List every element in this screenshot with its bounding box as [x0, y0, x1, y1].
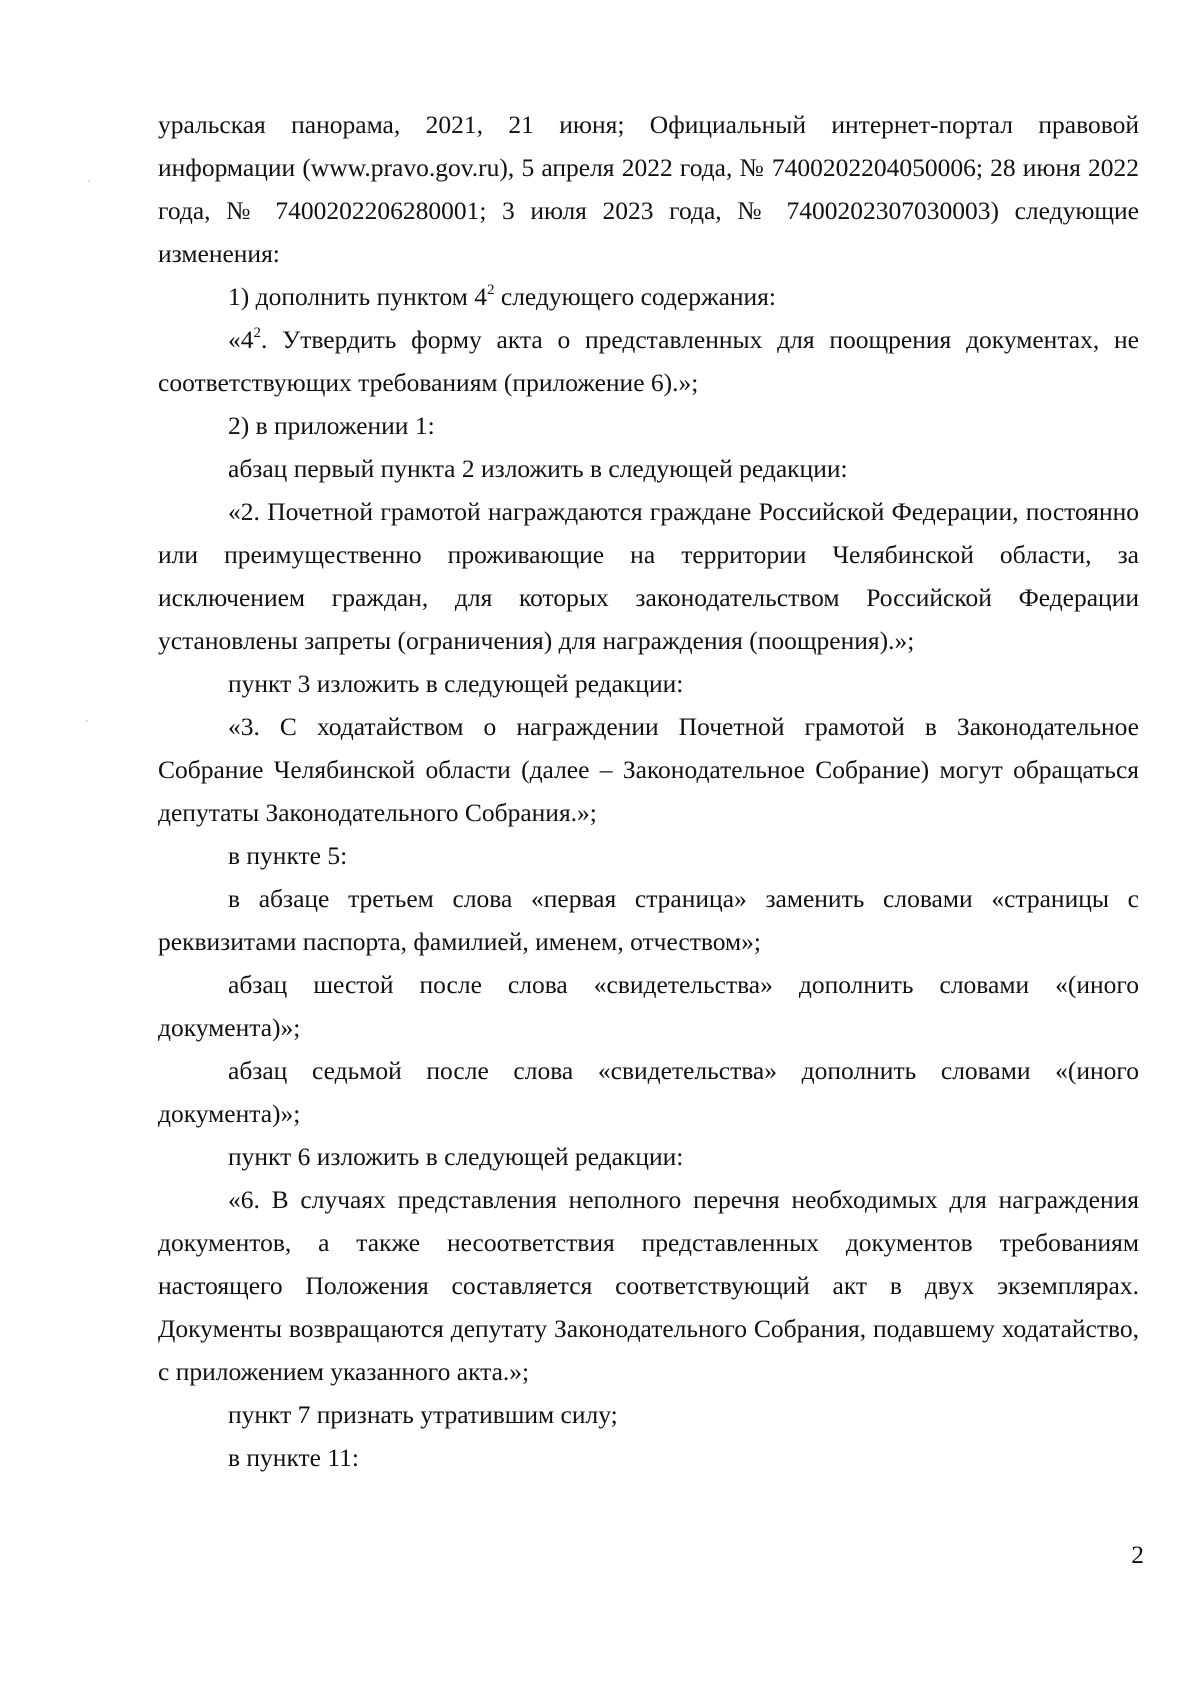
scan-speck	[88, 180, 90, 182]
paragraph: абзац седьмой после слова «свидетельства» дополнить словами «(иного документа)»;	[158, 1056, 1139, 1128]
paragraph: «2. Почетной грамотой награждаются граждане Российской Федерации, постоянно или преимущественно проживающие на территории Челябинской области, за исключением граждан, для которых законодательством Российской Федерации установлены запреты (ограничения) для награждения (поощрения).»;	[158, 497, 1139, 655]
paragraph: «6. В случаях представления неполного перечня необходимых для награждения документов, а также несоответствия представленных документов требованиям настоящего Положения составляется соответствующий акт в двух экземплярах. Документы возвращаются депутату Законодательного Собрания, подавшему ходатайство, с приложением указанного акта.»;	[158, 1185, 1139, 1386]
paragraph: «3. С ходатайством о награждении Почетной грамотой в Законодательное Собрание Челябинской области (далее – Законодательное Собрание) могут обращаться депутаты Законодательного Собрания.»;	[158, 712, 1139, 827]
paragraph: пункт 7 признать утратившим силу;	[228, 1400, 618, 1429]
paragraph: пункт 3 изложить в следующей редакции:	[228, 669, 684, 698]
text-run: следующего содержания:	[494, 282, 776, 311]
text-run: 1) дополнить пунктом 4	[228, 282, 487, 311]
paragraph: абзац первый пункта 2 изложить в следующей редакции:	[228, 454, 848, 483]
document-body	[158, 103, 1139, 1479]
paragraph: в абзаце третьем слова «первая страница» заменить словами «страницы с реквизитами паспорта, фамилией, именем, отчеством»;	[158, 884, 1139, 956]
superscript: 2	[487, 282, 495, 298]
paragraph	[158, 275, 1139, 318]
paragraph: абзац шестой после слова «свидетельства» дополнить словами «(иного документа)»;	[158, 970, 1139, 1042]
paragraph: 2) в приложении 1:	[228, 411, 435, 440]
paragraph: пункт 6 изложить в следующей редакции:	[228, 1142, 684, 1171]
text-run: «4	[228, 325, 254, 354]
paragraph: уральская панорама, 2021, 21 июня; Официальный интернет-портал правовой информации (www.pravo.gov.ru), 5 апреля 2022 года, № 7400202204050006; 28 июня 2022 года, № 7400202206280001; 3 июля 2023 года, № 7400202307030003) следующие изменения:	[158, 110, 1139, 268]
scan-speck	[86, 720, 88, 722]
superscript: 2	[253, 325, 261, 341]
paragraph: в пункте 11:	[228, 1443, 359, 1472]
page-number: 2	[1131, 1540, 1144, 1569]
paragraph: в пункте 5:	[228, 841, 348, 870]
paragraph	[158, 318, 1139, 404]
text-run: . Утвердить форму акта о представленных для поощрения документах, не соответствующих требованиям (приложение 6).»;	[158, 325, 1139, 397]
